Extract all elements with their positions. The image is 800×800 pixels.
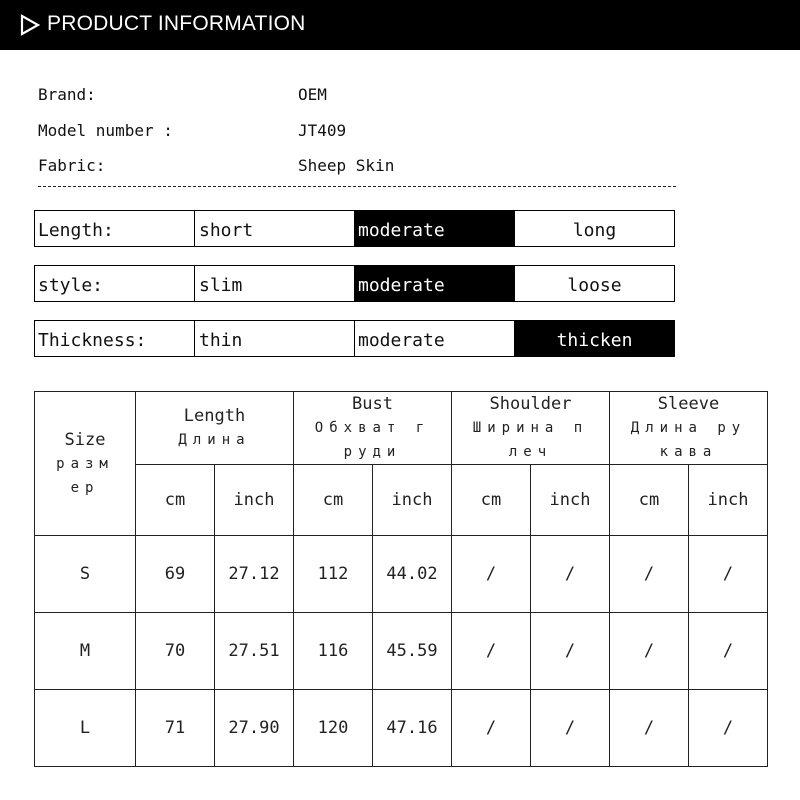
value-cell: / — [531, 536, 610, 613]
value-cell: / — [531, 613, 610, 690]
info-label: Model number : — [38, 121, 173, 140]
table-row — [35, 690, 768, 767]
value-cell: 116 — [294, 613, 373, 690]
value-cell: 47.16 — [373, 690, 452, 767]
size-header-ru-2: ер — [70, 479, 100, 496]
unit-cell: inch — [373, 465, 452, 536]
value-cell: / — [452, 690, 531, 767]
attribute-option: long — [572, 220, 617, 241]
value-cell: / — [452, 613, 531, 690]
value-cell: 70 — [136, 613, 215, 690]
size-header-ru-1: разм — [56, 455, 114, 472]
attribute-row-style — [34, 265, 675, 302]
value-cell: / — [452, 536, 531, 613]
attribute-option-selected: moderate — [355, 211, 515, 246]
unit-cell: inch — [531, 465, 610, 536]
attribute-option: short — [195, 211, 355, 246]
unit-cell: cm — [610, 465, 689, 536]
column-header-ru-1: Обхват г — [314, 420, 431, 436]
value-cell: 120 — [294, 690, 373, 767]
unit-cell: cm — [294, 465, 373, 536]
attribute-option: moderate — [355, 321, 515, 356]
column-header-length — [136, 392, 294, 465]
info-label: Fabric: — [38, 156, 106, 175]
value-cell: / — [689, 613, 768, 690]
unit-cell: inch — [689, 465, 768, 536]
info-value: JT409 — [298, 121, 347, 140]
value-cell: / — [689, 536, 768, 613]
column-header-en: Length — [183, 406, 246, 426]
attribute-option: slim — [195, 266, 355, 301]
size-cell: S — [35, 536, 136, 613]
size-header-en: Size — [64, 429, 106, 450]
size-cell: L — [35, 690, 136, 767]
section-header — [0, 0, 800, 50]
info-value: OEM — [298, 85, 327, 104]
value-cell: / — [610, 690, 689, 767]
column-header-en: Sleeve — [657, 394, 720, 414]
attribute-option-selected: moderate — [355, 266, 515, 301]
value-cell: 27.12 — [215, 536, 294, 613]
value-cell: 27.51 — [215, 613, 294, 690]
unit-cell: cm — [452, 465, 531, 536]
attribute-option: loose — [567, 275, 622, 296]
column-header-ru-2: руди — [343, 444, 402, 460]
column-header-ru-1: Длина — [178, 432, 251, 448]
column-header-ru-1: Длина ру — [630, 420, 747, 436]
value-cell: 69 — [136, 536, 215, 613]
value-cell: / — [689, 690, 768, 767]
unit-cell: inch — [215, 465, 294, 536]
value-cell: 71 — [136, 690, 215, 767]
value-cell: / — [531, 690, 610, 767]
column-header-en: Shoulder — [489, 394, 572, 414]
table-row — [35, 613, 768, 690]
table-header-row — [35, 392, 768, 465]
value-cell: / — [610, 613, 689, 690]
attribute-label: Length: — [35, 211, 195, 246]
column-header-ru-1: Ширина п — [472, 420, 589, 436]
attribute-label: Thickness: — [35, 321, 195, 356]
size-header-cell — [35, 392, 136, 536]
section-title: PRODUCT INFORMATION — [47, 12, 306, 35]
attribute-label: style: — [35, 266, 195, 301]
column-header-bust — [294, 392, 452, 465]
value-cell: 112 — [294, 536, 373, 613]
value-cell: 45.59 — [373, 613, 452, 690]
unit-cell: cm — [136, 465, 215, 536]
unit-row — [35, 465, 768, 536]
dashed-divider — [38, 186, 676, 187]
attribute-row-thickness — [34, 320, 675, 357]
attribute-row-length — [34, 210, 675, 247]
play-triangle-icon — [20, 14, 40, 36]
value-cell: 44.02 — [373, 536, 452, 613]
value-cell: 27.90 — [215, 690, 294, 767]
size-cell: M — [35, 613, 136, 690]
size-chart-table — [34, 391, 768, 767]
info-value: Sheep Skin — [298, 156, 395, 175]
column-header-ru-2: кава — [659, 444, 718, 460]
attribute-option-selected: thicken — [515, 321, 674, 356]
value-cell: / — [610, 536, 689, 613]
column-header-sleeve — [610, 392, 768, 465]
info-label: Brand: — [38, 85, 96, 104]
column-header-en: Bust — [352, 394, 393, 414]
attribute-option: thin — [195, 321, 355, 356]
table-row — [35, 536, 768, 613]
column-header-shoulder — [452, 392, 610, 465]
column-header-ru-2: леч — [508, 444, 553, 460]
